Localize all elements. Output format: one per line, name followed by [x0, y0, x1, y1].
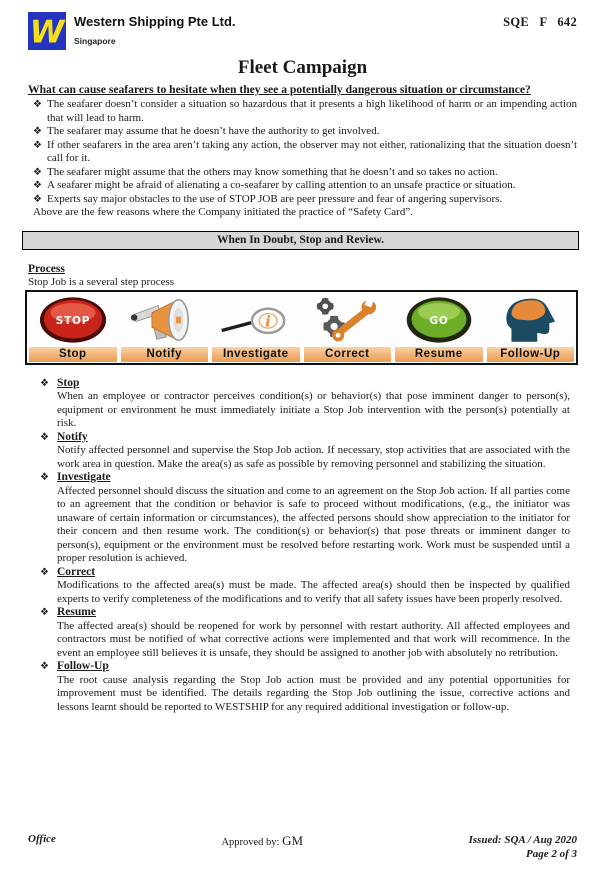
- step-body: Affected personnel should discuss the situation and come to an agreement on the Stop Job action. If all parties come to an agreement that the condition or behavior is safe to proceed without modifications, (e.g., the initiator was unaware of certain information or circumstances), the affected persons should show appreciation to the initiator for their concern and then resume work. The condition(s) or behavior(s) that pose threats or imminent danger to person(s), equipment or the environment must be resolved before restarting work. Work must be suspended until a proper resolution is achieved.: [57, 484, 570, 564]
- question-heading: What can cause seafarers to hesitate when they see a potentially dangerous situation or circumstance?: [28, 83, 531, 96]
- closing-line: Above are the few reasons where the Company initiated the practice of “Safety Card”.: [33, 206, 413, 218]
- gears-wrench-icon: [305, 295, 389, 345]
- svg-text:STOP: STOP: [55, 314, 90, 327]
- process-cell-stop: [27, 292, 119, 363]
- list-item-text: The seafarer may assume that he doesn’t have the authority to get involved.: [47, 125, 380, 137]
- svg-text:W: W: [29, 14, 65, 50]
- list-item: [33, 166, 577, 180]
- company-name: Western Shipping Pte Ltd.: [74, 14, 236, 29]
- process-cell-correct: [302, 292, 394, 363]
- step-title: Resume: [57, 606, 96, 618]
- company-logo-icon: [28, 12, 66, 50]
- diamond-bullet-icon: ❖: [40, 472, 49, 483]
- step-body: The affected area(s) should be reopened for work by personnel with restart authority. All affected employees and contractors must be notified of what corrective actions were implemented and that work will recommence. In the event an employee still believes it is unsafe, they should be assigned to another job with absolutely no retribution.: [57, 619, 570, 659]
- process-cell-investigate: [210, 292, 302, 363]
- step-body: The root cause analysis regarding the Stop Job action must be provided and any potential opportunities for improvement must be identified. The details regarding the Stop Job outlining the issue, corrective actions and lessons learnt should be reported to WESTSHIP for any required additional investigation or follow-up.: [57, 673, 570, 713]
- go-button-icon: [397, 295, 481, 345]
- page-title: Fleet Campaign: [237, 57, 368, 78]
- step-descriptions: [40, 377, 577, 715]
- step-notify: [40, 431, 577, 472]
- motto-banner: When In Doubt, Stop and Review.: [22, 231, 579, 250]
- step-body: Modifications to the affected area(s) must be made. The affected area(s) should then be inspected by qualified experts to verify completeness of the modifications and to verify that all safety issues have been properly resolved.: [57, 579, 570, 605]
- process-cell-followup: [485, 292, 577, 363]
- diamond-bullet-icon: ❖: [33, 139, 42, 151]
- process-cell-resume: [393, 292, 485, 363]
- list-item-text: Experts say major obstacles to the use of STOP JOB are peer pressure and fear of angering supervisors.: [47, 192, 503, 205]
- step-stop: [40, 377, 577, 431]
- company-country: Singapore: [74, 36, 116, 46]
- diamond-bullet-icon: ❖: [40, 431, 49, 443]
- process-label-followup: Follow-Up: [487, 347, 575, 362]
- document-header: [28, 12, 577, 50]
- step-title: Correct: [57, 565, 96, 578]
- diamond-bullet-icon: ❖: [33, 180, 42, 191]
- diamond-bullet-icon: ❖: [33, 99, 42, 110]
- diamond-bullet-icon: ❖: [40, 566, 49, 578]
- head-brain-icon: [488, 295, 572, 345]
- diamond-bullet-icon: ❖: [33, 166, 42, 178]
- process-subheading: Stop Job is a several step process: [28, 275, 175, 288]
- page-number: Page 2 of 3: [525, 848, 577, 860]
- step-body: Notify affected personnel and supervise the Stop Job action. If necessary, stop activities that are associated with the work area in question. Make the area(s) as safe as possible by removing personnel and stabilizing the situation.: [57, 444, 570, 470]
- list-item-text: The seafarer might assume that the others may know something that he doesn’t and so takes no action.: [47, 165, 498, 178]
- list-item-text: The seafarer doesn’t consider a situation so hazardous that it presents a high likelihood of harm or an impending action that will lead to harm.: [47, 98, 577, 124]
- process-steps-graphic: [25, 290, 578, 365]
- footer-office: Office: [28, 833, 56, 845]
- list-item-text: If other seafarers in the area aren’t taking any action, the observer may not either, rationalizing that the situation doesn’t call for it.: [47, 138, 577, 164]
- process-label-notify: Notify: [121, 347, 209, 362]
- document-code: SQE F 642: [503, 15, 577, 29]
- footer-approved: [221, 833, 303, 849]
- list-item: [33, 179, 577, 193]
- diamond-bullet-icon: ❖: [33, 193, 42, 205]
- hesitation-reasons-list: [33, 98, 577, 206]
- step-title: Stop: [57, 376, 80, 389]
- list-item: [33, 98, 577, 125]
- diamond-bullet-icon: ❖: [40, 377, 49, 389]
- step-title: Investigate: [57, 471, 111, 483]
- list-item: [33, 193, 577, 207]
- stop-button-icon: [31, 295, 115, 345]
- document-footer: [28, 833, 577, 861]
- footer-issued: [469, 833, 577, 861]
- step-investigate: [40, 471, 577, 566]
- step-correct: [40, 566, 577, 607]
- step-body: When an employee or contractor perceives condition(s) or behavior(s) that pose imminent danger to person(s), equipment or environment he must immediately initiate a Stop Job intervention with the person(s) potentially at risk.: [57, 390, 570, 429]
- process-label-stop: Stop: [29, 347, 117, 362]
- process-label-resume: Resume: [395, 347, 483, 362]
- issued-line: Issued: SQA / Aug 2020: [468, 834, 577, 846]
- approved-label: Approved by:: [221, 837, 280, 848]
- process-label-correct: Correct: [304, 347, 392, 362]
- svg-text:i: i: [264, 311, 271, 330]
- list-item-text: A seafarer might be afraid of alienating a co-seafarer by calling attention to an unsafe practice or situation.: [47, 179, 516, 191]
- diamond-bullet-icon: ❖: [33, 126, 42, 137]
- approved-value: GM: [282, 833, 304, 848]
- step-followup: [40, 660, 577, 714]
- list-item: [33, 125, 577, 139]
- process-label-investigate: Investigate: [212, 347, 300, 362]
- megaphone-icon: [122, 295, 206, 345]
- process-heading: Process: [28, 262, 65, 275]
- step-title: Follow-Up: [57, 660, 109, 672]
- list-item: [33, 139, 577, 166]
- process-cell-notify: [119, 292, 211, 363]
- svg-text:GO: GO: [429, 314, 449, 327]
- step-resume: [40, 606, 577, 660]
- step-title: Notify: [57, 430, 88, 443]
- diamond-bullet-icon: ❖: [40, 661, 49, 672]
- diamond-bullet-icon: ❖: [40, 607, 49, 618]
- magnifier-icon: [214, 295, 298, 345]
